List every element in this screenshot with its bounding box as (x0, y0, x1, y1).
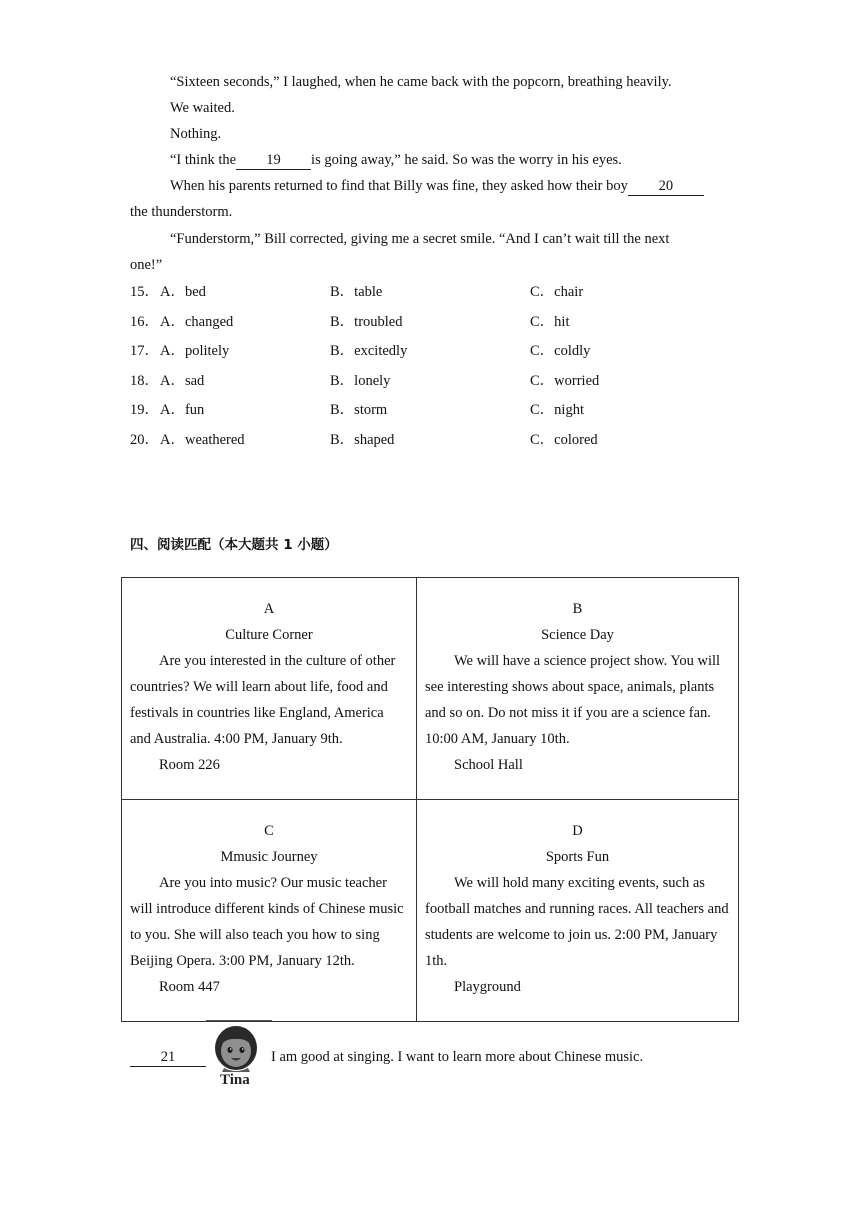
cell-letter: C (264, 823, 274, 839)
blank-21: 21 (130, 1049, 206, 1067)
matching-table (121, 577, 739, 1022)
cell-letter: A (263, 601, 275, 617)
table-cell-a (122, 578, 417, 800)
table-cell-c (122, 800, 417, 1022)
tina-avatar (206, 1020, 272, 1092)
cell-title: Sports Fun (545, 849, 610, 865)
table-cell-d (417, 800, 739, 1022)
cell-title: Culture Corner (225, 627, 313, 643)
blank-19: 19 (236, 152, 311, 170)
avatar-name-label: Tina (220, 1072, 250, 1088)
table-cell-b (417, 578, 739, 800)
cell-body: Are you interested in the culture of other countries? We will learn about life, food and festivals in countries like England, America and Australia. 4:00 PM, January 9th. (130, 653, 396, 747)
cell-body: We will have a science project show. You will see interesting shows about space, animals, plants and so on. Do not miss it if you are a science fan. 10:00 AM, January 10th. (425, 653, 721, 747)
passage-para-6-cont: one!” (130, 257, 163, 273)
question-number: 18． (130, 373, 159, 389)
passage-para-6: “Funderstorm,” Bill corrected, giving me a secret smile. “And I can’t wait till the next (170, 231, 670, 247)
blank-20: 20 (628, 178, 704, 196)
passage-para-5 (170, 176, 704, 196)
cell-place: Room 226 (159, 757, 220, 773)
question-21-statement: I am good at singing. I want to learn more about Chinese music. (271, 1049, 644, 1065)
cell-place: School Hall (454, 757, 523, 773)
option-b: B．lonely (330, 373, 391, 389)
cell-letter: D (572, 823, 583, 839)
cell-title: Science Day (541, 627, 614, 643)
passage-text: is going away,” he said. So was the worry in his eyes. (311, 152, 622, 168)
question-number: 19． (130, 402, 159, 418)
option-c: C．night (530, 402, 584, 418)
passage-para-2: We waited. (170, 100, 235, 116)
cell-place: Room 447 (159, 979, 220, 995)
option-c: C．hit (530, 314, 570, 330)
option-b: B．excitedly (330, 343, 408, 359)
option-b: B．shaped (330, 432, 395, 448)
cell-body: We will hold many exciting events, such as football matches and running races. All teachers and students are welcome to join us. 2:00 PM, January 1th. (425, 875, 729, 969)
option-c: C．coldly (530, 343, 591, 359)
question-number: 20． (130, 432, 159, 448)
option-a: A．changed (160, 314, 234, 330)
question-number: 15． (130, 284, 159, 300)
option-a: A．bed (160, 284, 206, 300)
cell-title: Mmusic Journey (220, 849, 318, 865)
option-c: C．worried (530, 373, 600, 389)
section-title: 四、阅读匹配（本大题共 1 小题） (130, 537, 338, 553)
cell-letter: B (572, 601, 583, 617)
passage-para-3: Nothing. (170, 126, 222, 142)
question-21-blank-line (130, 1047, 206, 1067)
question-number: 17． (130, 343, 159, 359)
question-number: 16． (130, 314, 159, 330)
option-c: C．colored (530, 432, 598, 448)
passage-text: “I think the (170, 152, 237, 168)
option-b: B．table (330, 284, 383, 300)
option-a: A．politely (160, 343, 230, 359)
option-b: B．troubled (330, 314, 403, 330)
option-b: B．storm (330, 402, 388, 418)
option-a: A．sad (160, 373, 205, 389)
passage-text: When his parents returned to find that Billy was fine, they asked how their boy (170, 178, 628, 194)
option-a: A．fun (160, 402, 205, 418)
passage-para-4 (170, 150, 622, 170)
cell-place: Playground (454, 979, 521, 995)
option-a: A．weathered (160, 432, 245, 448)
option-c: C．chair (530, 284, 584, 300)
cell-body: Are you into music? Our music teacher will introduce different kinds of Chinese music to you. She will also teach you how to sing Beijing Opera. 3:00 PM, January 12th. (130, 875, 404, 969)
passage-para-1: “Sixteen seconds,” I laughed, when he came back with the popcorn, breathing heavily. (170, 74, 672, 90)
passage-para-5-cont: the thunderstorm. (130, 204, 233, 220)
